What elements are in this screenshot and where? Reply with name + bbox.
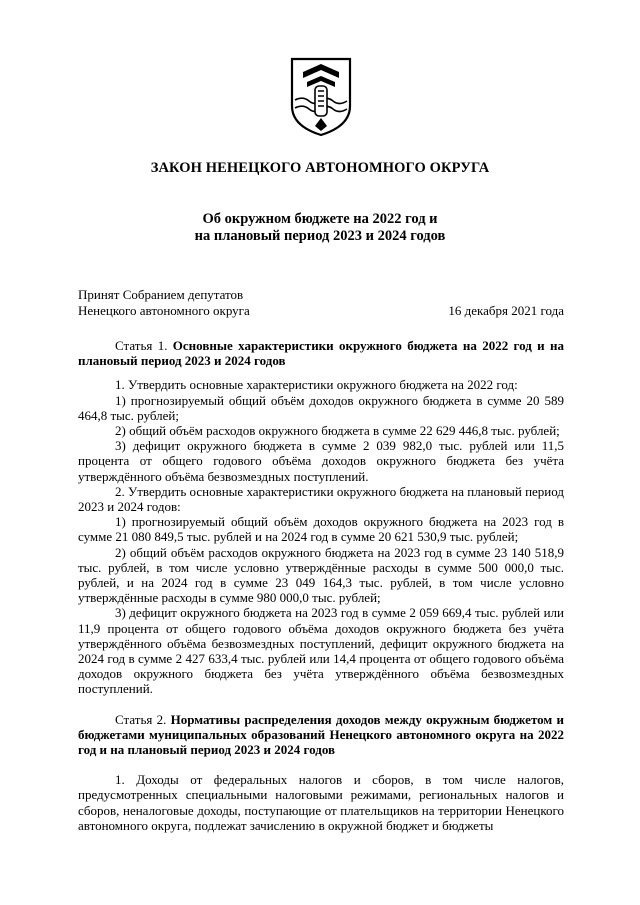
article-2-heading (78, 712, 564, 758)
subtitle-line-1: Об окружном бюджете на 2022 год и (202, 211, 438, 227)
subtitle-line-2: на плановый период 2023 и 2024 годов (194, 228, 446, 244)
paragraph: 2) общий объём расходов окружного бюджета на 2023 год в сумме 23 140 518,9 тыс. рублей, в том числе условно утверждённые расходы в сумме 500 000,0 тыс. рублей, и на 2024 год в сумме 23 049 164,3 тыс. рублей, в том числе условно утверждённые расходы в сумме 980 000,0 тыс. рублей; (78, 544, 564, 606)
adoption-block (78, 287, 564, 319)
paragraph: 2) общий объём расходов окружного бюджета в сумме 22 629 446,8 тыс. рублей; (115, 423, 560, 439)
article-1-heading (78, 338, 564, 368)
law-subtitle (0, 211, 640, 245)
paragraph: 2. Утвердить основные характеристики окружного бюджета на плановый период 2023 и 2024 годов: (78, 483, 564, 515)
law-title: ЗАКОН НЕНЕЦКОГО АВТОНОМНОГО ОКРУГА (150, 160, 490, 176)
paragraph: 1) прогнозируемый общий объём доходов окружного бюджета на 2023 год в сумме 21 080 849,5 тыс. рублей и на 2024 год в сумме 20 621 530,9 тыс. рублей; (78, 514, 564, 545)
article-1-title: Основные характеристики окружного бюджета на 2022 год и на плановый период 2023 и 2024 годов (78, 338, 564, 369)
adoption-date: 16 декабря 2021 года (448, 303, 564, 318)
paragraph: 3) дефицит окружного бюджета на 2023 год в сумме 2 059 669,4 тыс. рублей или 11,9 процента от общего годового объёма доходов окружного бюджета без учёта утверждённого объёма безвозмездных поступлений, дефицит окружного бюджета на 2024 год в сумме 2 427 633,4 тыс. рублей или 14,4 процента от общего годового объёма доходов окружного бюджета без учёта утверждённого объёма безвозмездных поступлений. (78, 605, 564, 697)
paragraph: 1. Утвердить основные характеристики окружного бюджета на 2022 год: (115, 377, 518, 393)
coat-of-arms-emblem (289, 56, 353, 138)
paragraph: 1) прогнозируемый общий объём доходов окружного бюджета в сумме 20 589 464,8 тыс. рублей; (78, 392, 564, 423)
article-2-label: Статья 2. (115, 711, 167, 727)
paragraph: 1. Доходы от федеральных налогов и сборов, в том числе налогов, предусмотренных специальными налоговыми режимами, региональных налогов и сборов, неналоговые доходы, поступающие от плательщиков на территории Ненецкого автономного округа, подлежат зачислению в окружной бюджет и бюджеты (78, 772, 564, 833)
article-2-title: Нормативы распределения доходов между окружным бюджетом и бюджетами муниципальных образований Ненецкого автономного округа на 2022 год и на плановый период 2023 и 2024 годов (78, 711, 564, 758)
paragraph: 3) дефицит окружного бюджета в сумме 2 039 982,0 тыс. рублей или 11,5 процента от общего годового объёма доходов окружного бюджета без учёта утверждённого объёма безвозмездных поступлений. (78, 438, 564, 484)
law-body (78, 338, 564, 833)
article-1-label: Статья 1. (115, 338, 168, 353)
adopted-by-line-2: Ненецкого автономного округа (78, 303, 250, 318)
adopted-by-line-1: Принят Собранием депутатов (78, 287, 244, 302)
